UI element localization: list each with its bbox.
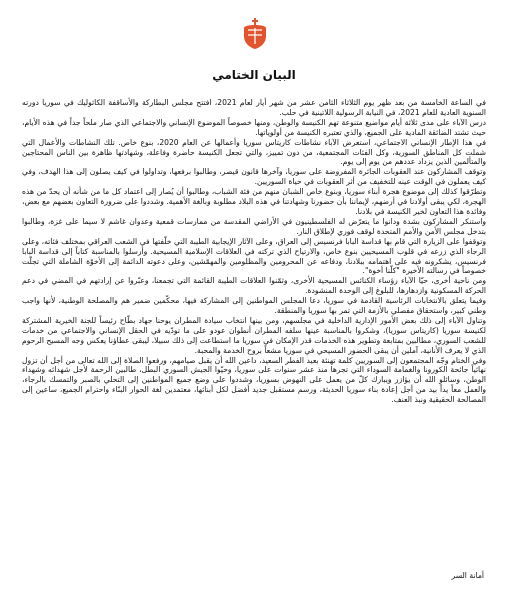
paragraph-5: وتطرّقوا كذلك إلى موضوع هجرة أبناء سوريا، وبنوع خاص الشبان منهم من فئة الشباب، وطالبوا أن يُصار إلى اعتماد كل ما من شأنه أن يحدّ من هذه الهجرة، لكي يبقى أولادنا في أرضهم، لإيماننا بأن حضورنا وشهادتنا في هذه البلاد مطلوبة وبالغة الأهمية. وشددوا على ضرورة التعاون بعضهم مع بعض، وفائدة هذا التعاون لخير الكنيسة في بلادنا.: [22, 187, 486, 216]
statement-body: [22, 98, 486, 405]
paragraph-3: في هذا الإطار الإنساني الاجتماعي، استعرض الآباء نشاطات كاريتاس سوريا وأعمالها عن العام 2020، بنوع خاص. تلك النشاطات والأعمال التي شملت كل المناطق السورية، وكل الفئات المجتمعية، من دون تمييز، والتي تجعل الكنيسة حاضرة وفاعلة، وشهادتها ظاهرة بين الناس المحتاجين والمتألمين الذين يزداد عددهم من يوم إلى يوم.: [22, 137, 486, 167]
paragraph-4: وتوقف المشاركون عند العقوبات الجائرة المفروضة على سوريا، وآخرها قانون قيصر، وطالبوا برفعها، وتداولوا في كيف يصلون إلى هذا الهدف، وفي كيف يعملون في الوقت عينه للتخفيف من أثر العقوبات في حياة السوريين.: [22, 167, 486, 187]
signature: أمانة السر: [451, 571, 484, 580]
statement-title: البيان الختامي: [212, 68, 296, 82]
paragraph-1: في الساعة الخامسة من بعد ظهر يوم الثلاثاء الثامن عشر من شهر أيار لعام 2021، افتتح مجلس البطاركة والأساقفة الكاثوليك في سوريا دورته السنوية العادية للعام 2021، في النيابة الرسولية اللاتينية في حلب.: [22, 98, 486, 117]
paragraph-8: ومن ناحية أخرى، حيّا الآباء رؤساء الكنائس المسيحية الأخرى، وثمّنوا العلاقات الطيبة القائمة التي تجمعنا، وعبّروا عن إرادتهم في المضي في دعم الحركة المسكونية وازدهارها، للبلوغ إلى الوحدة المنشودة.: [22, 276, 486, 296]
paragraph-9: وفيما يتعلق بالانتخابات الرئاسية القادمة في سوريا، دعا المجلس المواطنين إلى المشاركة فيها، محكّمين ضمير هم والمصلحة الوطنية، لأنها واجب وطني كبير، واستحقاق مفصلي بالأزمة التي تمر بها سوريا والمنطقة.: [22, 296, 486, 316]
paragraph-10: وتناول الآباء إلى ذلك بعض الأمور الإدارية الداخلية في مجلسهم، ومن بينها انتخاب سيادة المطران يوحنا جهاد بطّاح رئيساً للجنة الخيرية المشتركة لكنيسة سوريا (كاريتاس سوريا)، وشكروا بالمناسبة عينها سلفه المطران أنطوان عودو على ما تودّيه في الحقل الإنساني والاجتماعي من خدمات للشعب السوري، مطالبين بمتابعة وتطوير هذه الخدمات قدر الإمكان في سوريا ما استطاعت إلى ذلك سبيلا، ليبقى عطاؤنا يعكس وجه المسيح الرحوم الذي لا يعرف الأنانية، آملين أن يبقى الحضور المسيحي في سوريا مشعاً بروح الخدمة والمحبة.: [22, 315, 486, 355]
paragraph-11: وفي الختام وجّه المجتمعون إلى السوريين كلمة تهنئة بعيد الفطر السعيد، داعين الله أن يقبل صيامهم، ورفعوا الصلاة إلى الله تعالى من أجل أن تزول نهائياً جائحة الكورونا والغمامة السوداء التي تجرها منذ عشر سنوات على سوريا، وحيّوا الجيش السوري البطل، طالبين الرحمة لأجل شهدائه وشهداء الوطن، وسائلو الله أن يؤازر ويبارك كلّ من يعمل على النهوض بسوريا، وشددوا على وضع جميع المواطنين إلى التحلي بالصبر والتمسك بالرجاء، والعمل معاً يداً بيد من أجل إعادة بناء سوريا الحديثة، ورسم مستقبل جديد أفضل لكل أبنائها، معتمدين لغة الحوار البنّاء واحترام الجميع، ساعين إلى المصالحة الحقيقية ونبذ العنف.: [22, 355, 486, 405]
paragraph-2: درس الآباء على مدى ثلاثة أيام مواضيع متنوعة تهم الكنيسة والوطن، ومنها خصوصاً الموضوع الإنساني والاجتماعي الذي صار ملحاً جداً في هذه الأيام، حيث تشتد الضائقة المادية على الجميع، والذي تعتبره الكنيسة من أولوياتها.: [22, 117, 486, 137]
paragraph-6: واستنكر المشاركون بشدة ودانوا ما يتعرّض له الفلسطينيون في الأراضي المقدسة من ممارسات قمعية وعدوان غاشم لا سيما على غزة، وطالبوا بتدخل مجلس الأمن والأمم المتحدة لوقف فوري لإطلاق النار.: [22, 216, 486, 236]
patriarchate-emblem-icon: [239, 16, 271, 50]
paragraph-7: وتوقفوا على الزيارة التي قام بها قداسة البابا فرنسيس إلى العراق، وعلى الآثار الإيجابية الطيبة التي خلّفتها في الشعب العراقي بمختلف فئاته، وعلى الرجاء الذي زرعه في قلوب المسيحيين بنوع خاص، والارتياح الذي تركته في العلاقات الإسلامية المسيحية. وأرسلوا بالمناسبة كتاباً إلى قداسة البابا فرنسيس، يشكرونه فيه على اهتمامه ببلادنا، ودفاعه عن المحرومين والمظلومين والمهمّشين، وعلى دعوته الدائمة إلى الأخوّة الشاملة التي تجلّت خصوصاً في رسالته الأخيرة "كلّنا أخوة".: [22, 236, 486, 276]
